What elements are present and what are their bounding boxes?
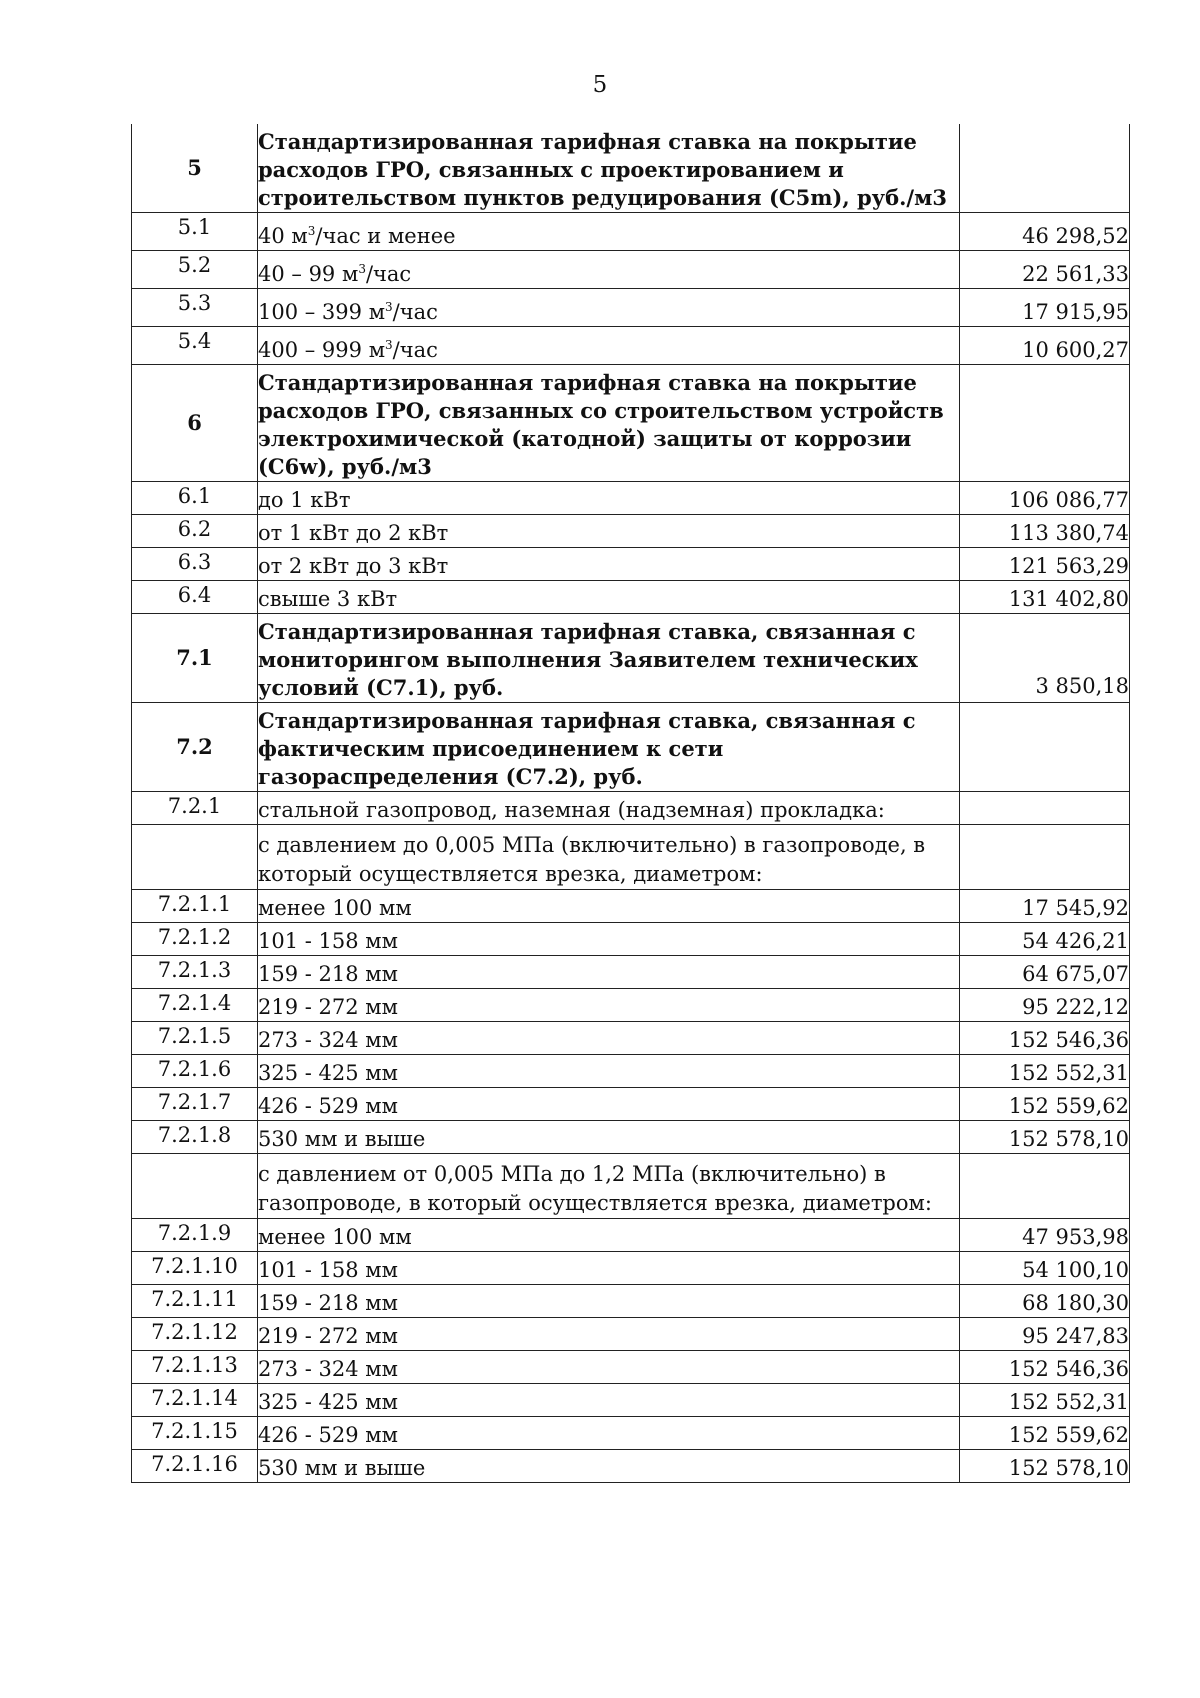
table-row-section-7-2 bbox=[132, 703, 1130, 792]
row-number: 6.1 bbox=[132, 482, 258, 515]
row-description: 159 - 218 мм bbox=[258, 956, 960, 989]
table-row bbox=[132, 251, 1130, 289]
table-row bbox=[132, 1450, 1130, 1483]
row-value: 68 180,30 bbox=[960, 1285, 1130, 1318]
row-description: 219 - 272 мм bbox=[258, 989, 960, 1022]
row-description: стальной газопровод, наземная (надземная) прокладка: bbox=[258, 792, 960, 825]
table-row bbox=[132, 1022, 1130, 1055]
row-value: 152 552,31 bbox=[960, 1055, 1130, 1088]
row-number: 6 bbox=[132, 365, 258, 482]
table-row bbox=[132, 1121, 1130, 1154]
row-number bbox=[132, 825, 258, 890]
row-value: 17 915,95 bbox=[960, 289, 1130, 327]
row-number: 7.2.1.11 bbox=[132, 1285, 258, 1318]
row-description: с давлением от 0,005 МПа до 1,2 МПа (включительно) в газопроводе, в который осуществляется врезка, диаметром: bbox=[258, 1154, 960, 1219]
row-description: 159 - 218 мм bbox=[258, 1285, 960, 1318]
row-value: 54 100,10 bbox=[960, 1252, 1130, 1285]
row-number: 7.2.1.14 bbox=[132, 1384, 258, 1417]
table-row bbox=[132, 1285, 1130, 1318]
row-value: 152 559,62 bbox=[960, 1417, 1130, 1450]
row-description: до 1 кВт bbox=[258, 482, 960, 515]
row-number: 7.2.1.13 bbox=[132, 1351, 258, 1384]
row-number: 6.2 bbox=[132, 515, 258, 548]
table-row-section-5 bbox=[132, 124, 1130, 213]
table-row bbox=[132, 1252, 1130, 1285]
table-row-section-6 bbox=[132, 365, 1130, 482]
page-number: 5 bbox=[592, 72, 608, 98]
row-value: 106 086,77 bbox=[960, 482, 1130, 515]
table-row bbox=[132, 1219, 1130, 1252]
row-value: 131 402,80 bbox=[960, 581, 1130, 614]
row-description: 101 - 158 мм bbox=[258, 1252, 960, 1285]
section-title: Стандартизированная тарифная ставка, связанная с фактическим присоединением к сети газораспределения (С7.2), руб. bbox=[258, 703, 960, 792]
row-number: 7.2.1.16 bbox=[132, 1450, 258, 1483]
table-row bbox=[132, 890, 1130, 923]
row-value: 152 578,10 bbox=[960, 1121, 1130, 1154]
row-description: 40 – 99 $м^3$/час bbox=[258, 251, 960, 289]
tariff-table bbox=[131, 124, 1130, 1483]
row-value: 152 578,10 bbox=[960, 1450, 1130, 1483]
row-number: 7.2.1.8 bbox=[132, 1121, 258, 1154]
row-value bbox=[960, 365, 1130, 482]
table-row bbox=[132, 289, 1130, 327]
row-number: 5.3 bbox=[132, 289, 258, 327]
row-value: 152 552,31 bbox=[960, 1384, 1130, 1417]
table-row bbox=[132, 956, 1130, 989]
row-value: 121 563,29 bbox=[960, 548, 1130, 581]
table-row bbox=[132, 1055, 1130, 1088]
row-description: от 2 кВт до 3 кВт bbox=[258, 548, 960, 581]
row-number: 7.2.1.2 bbox=[132, 923, 258, 956]
row-value: 152 546,36 bbox=[960, 1022, 1130, 1055]
table-row bbox=[132, 1417, 1130, 1450]
row-value: 47 953,98 bbox=[960, 1219, 1130, 1252]
row-value bbox=[960, 792, 1130, 825]
row-number: 6.4 bbox=[132, 581, 258, 614]
table-row bbox=[132, 515, 1130, 548]
table-row-subheading bbox=[132, 825, 1130, 890]
row-number bbox=[132, 1154, 258, 1219]
row-number: 7.2.1.5 bbox=[132, 1022, 258, 1055]
row-value: 22 561,33 bbox=[960, 251, 1130, 289]
row-number: 7.2.1.15 bbox=[132, 1417, 258, 1450]
row-value: 17 545,92 bbox=[960, 890, 1130, 923]
table-row bbox=[132, 548, 1130, 581]
row-description: менее 100 мм bbox=[258, 1219, 960, 1252]
row-number: 5.4 bbox=[132, 327, 258, 365]
row-value bbox=[960, 825, 1130, 890]
row-value: 113 380,74 bbox=[960, 515, 1130, 548]
row-value: 54 426,21 bbox=[960, 923, 1130, 956]
row-description: 400 – 999 $м^3$/час bbox=[258, 327, 960, 365]
row-value: 152 559,62 bbox=[960, 1088, 1130, 1121]
row-value: 3 850,18 bbox=[960, 614, 1130, 703]
table-row bbox=[132, 1384, 1130, 1417]
row-description: 219 - 272 мм bbox=[258, 1318, 960, 1351]
row-value bbox=[960, 1154, 1130, 1219]
row-description: 325 - 425 мм bbox=[258, 1055, 960, 1088]
row-number: 7.2.1.3 bbox=[132, 956, 258, 989]
row-description: 273 - 324 мм bbox=[258, 1022, 960, 1055]
section-title: Стандартизированная тарифная ставка, связанная с мониторингом выполнения Заявителем технических условий (С7.1), руб. bbox=[258, 614, 960, 703]
row-number: 5.1 bbox=[132, 213, 258, 251]
row-value: 64 675,07 bbox=[960, 956, 1130, 989]
table-row bbox=[132, 213, 1130, 251]
table-row bbox=[132, 327, 1130, 365]
row-number: 5 bbox=[132, 124, 258, 213]
table-row bbox=[132, 792, 1130, 825]
row-description: 40 $м^3$/час и менее bbox=[258, 213, 960, 251]
table-row bbox=[132, 989, 1130, 1022]
row-number: 7.1 bbox=[132, 614, 258, 703]
row-description: свыше 3 кВт bbox=[258, 581, 960, 614]
row-description: с давлением до 0,005 МПа (включительно) в газопроводе, в который осуществляется врезка, диаметром: bbox=[258, 825, 960, 890]
row-number: 7.2.1.1 bbox=[132, 890, 258, 923]
row-description: 426 - 529 мм bbox=[258, 1417, 960, 1450]
row-value bbox=[960, 703, 1130, 792]
table-row-section-7-1 bbox=[132, 614, 1130, 703]
row-description: менее 100 мм bbox=[258, 890, 960, 923]
row-value: 46 298,52 bbox=[960, 213, 1130, 251]
table-row bbox=[132, 482, 1130, 515]
row-description: 325 - 425 мм bbox=[258, 1384, 960, 1417]
row-description: 530 мм и выше bbox=[258, 1450, 960, 1483]
row-value: 10 600,27 bbox=[960, 327, 1130, 365]
table-row bbox=[132, 581, 1130, 614]
row-number: 6.3 bbox=[132, 548, 258, 581]
row-description: от 1 кВт до 2 кВт bbox=[258, 515, 960, 548]
row-number: 7.2.1 bbox=[132, 792, 258, 825]
row-value bbox=[960, 124, 1130, 213]
row-number: 7.2.1.7 bbox=[132, 1088, 258, 1121]
row-number: 7.2.1.4 bbox=[132, 989, 258, 1022]
row-number: 7.2.1.10 bbox=[132, 1252, 258, 1285]
section-title: Стандартизированная тарифная ставка на покрытие расходов ГРО, связанных со строительством устройств электрохимической (катодной) защиты от коррозии (С6w), руб./м3 bbox=[258, 365, 960, 482]
row-value: 95 247,83 bbox=[960, 1318, 1130, 1351]
row-number: 5.2 bbox=[132, 251, 258, 289]
row-description: 273 - 324 мм bbox=[258, 1351, 960, 1384]
row-number: 7.2.1.9 bbox=[132, 1219, 258, 1252]
row-description: 100 – 399 $м^3$/час bbox=[258, 289, 960, 327]
row-description: 530 мм и выше bbox=[258, 1121, 960, 1154]
row-number: 7.2.1.12 bbox=[132, 1318, 258, 1351]
table-row bbox=[132, 1351, 1130, 1384]
row-value: 95 222,12 bbox=[960, 989, 1130, 1022]
row-description: 426 - 529 мм bbox=[258, 1088, 960, 1121]
row-value: 152 546,36 bbox=[960, 1351, 1130, 1384]
row-number: 7.2.1.6 bbox=[132, 1055, 258, 1088]
table-row bbox=[132, 1318, 1130, 1351]
table-row bbox=[132, 1088, 1130, 1121]
row-number: 7.2 bbox=[132, 703, 258, 792]
section-title: Стандартизированная тарифная ставка на покрытие расходов ГРО, связанных с проектированием и строительством пунктов редуцирования (С5m), руб./м3 bbox=[258, 124, 960, 213]
table-row bbox=[132, 923, 1130, 956]
table-row-subheading bbox=[132, 1154, 1130, 1219]
row-description: 101 - 158 мм bbox=[258, 923, 960, 956]
